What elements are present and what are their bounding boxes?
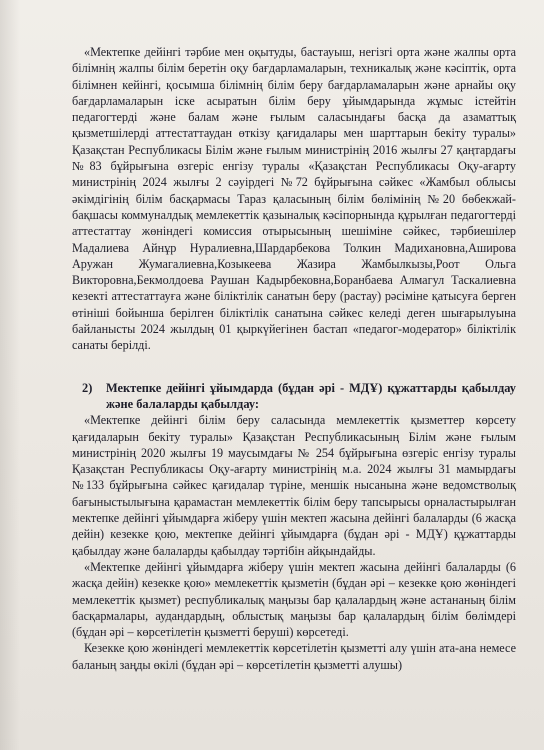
paragraph-rules: «Мектепке дейінгі білім беру саласында мемлекеттік қызметтер көрсету қағидаларын бекіту туралы» Қазақстан Республикасының Білім және ғылым министрінің 2020 жылғы 19 маусымдағы № 254 бұйрығына өзгеріс енгізу туралы Қазақстан Республикасы Оқу-ағарту министрінің м.а. 2024 жылғы 31 мамырдағы №133 бұйрығына сәйкес қағидалар түріне, меншік нысанына және ведомстволық бағыныстылығына қарамастан мемлекеттік білім беру тапсырысы орналастырылған мектепке дейінгі ұйымдарға жіберу үшін мектеп жасына дейінгі балаларды (6 жасқа дейін) кезекке қою, мектепке дейінгі ұйымдарға (бұдан әрі - МДҰ) құжаттарды қабылдау және балаларды қабылдау тәртібін айқындайды.: [72, 413, 516, 558]
section-heading: [72, 380, 516, 413]
page-shadow: [0, 0, 20, 750]
paragraph-attestation: «Мектепке дейінгі тәрбие мен оқытуды, бастауыш, негізгі орта және жалпы орта білімнің жалпы білім беретін оқу бағдарламаларын, техникалық және кәсіптік, орта білімнен кейінгі, қосымша білімнің білім беру бағдарламаларын және арнайы оқу бағдарламаларын іске асыратын білім беру ұйымдарында жұмыс істейтін педагогтерді және балам және ғылым саласындағы басқа да азаматтық қызметшілерді аттестаттаудан өткізу қағидалары мен шарттарын бекіту туралы» Қазақстан Республикасы Білім және ғылым министрінің 2016 жылғы 27 қаңтардағы №83 бұйрығына өзгеріс енгізу туралы «Қазақстан Республикасы Оқу-ағарту министрінің 2024 жылғы 2 сәуірдегі №72 бұйрығына сәйкес «Жамбыл облысы әкімдігінің білім басқармасы Тараз қаласының білім бөлімінің №20 бөбекжай-бақшасы коммуналдық мемлекеттік қазыналық кәсіпорнында құрылған педагогтерді аттестаттау жөніндегі комиссия отырысының шешіміне сәйкес, тәрбиешілер Мадалиева Айнұр Нуралиевна,Шардарбекова Толкин Мадихановна,Аширова Аружан Жумагалиевна,Козыкеева Жазира Жамбылкызы,Роот Ольга Викторовна,Бекмолдоева Раушан Кадырбековна,Боранбаева Алмагул Таскалиевна кезекті аттестаттауға және біліктілік санатын беру (растау) рәсіміне қатысуға берген өтініші бойынша берілген біліктілік санатына сәйкес келеді деген шығарылуына байланысты 2024 жылдың 01 қыркүйегінен бастап «педагог-модератор» біліктілік санаты берілді.: [72, 45, 516, 353]
paragraph-queue-service: «Мектепке дейінгі ұйымдарға жіберу үшін мектеп жасына дейінгі балаларды (6 жасқа дейін) кезекке қою» мемлекеттік қызметін (бұдан әрі – кезекке қою жөніндегі мемлекеттік қызмет) республикалық маңызы бар қалалардың және астананың білім басқармалары, аудандардың, облыстық маңызы бар қалалардың білім бөлімдері (бұдан әрі – көрсетілетін қызметті беруші) көрсетеді.: [72, 559, 516, 640]
paragraph-spacer: [72, 354, 516, 380]
paragraph-service-recipient: Кезекке қою жөніндегі мемлекеттік көрсетілетін қызметті алу үшін ата-ана немесе баланың заңды өкілі (бұдан әрі – көрсетілетін қызметті алушы): [72, 641, 516, 672]
section-number: 2): [82, 380, 93, 395]
section-heading-text: Мектепке дейінгі ұйымдарда (бұдан әрі - МДҰ) құжаттарды қабылдау және балаларды қабылдау:: [106, 380, 516, 411]
